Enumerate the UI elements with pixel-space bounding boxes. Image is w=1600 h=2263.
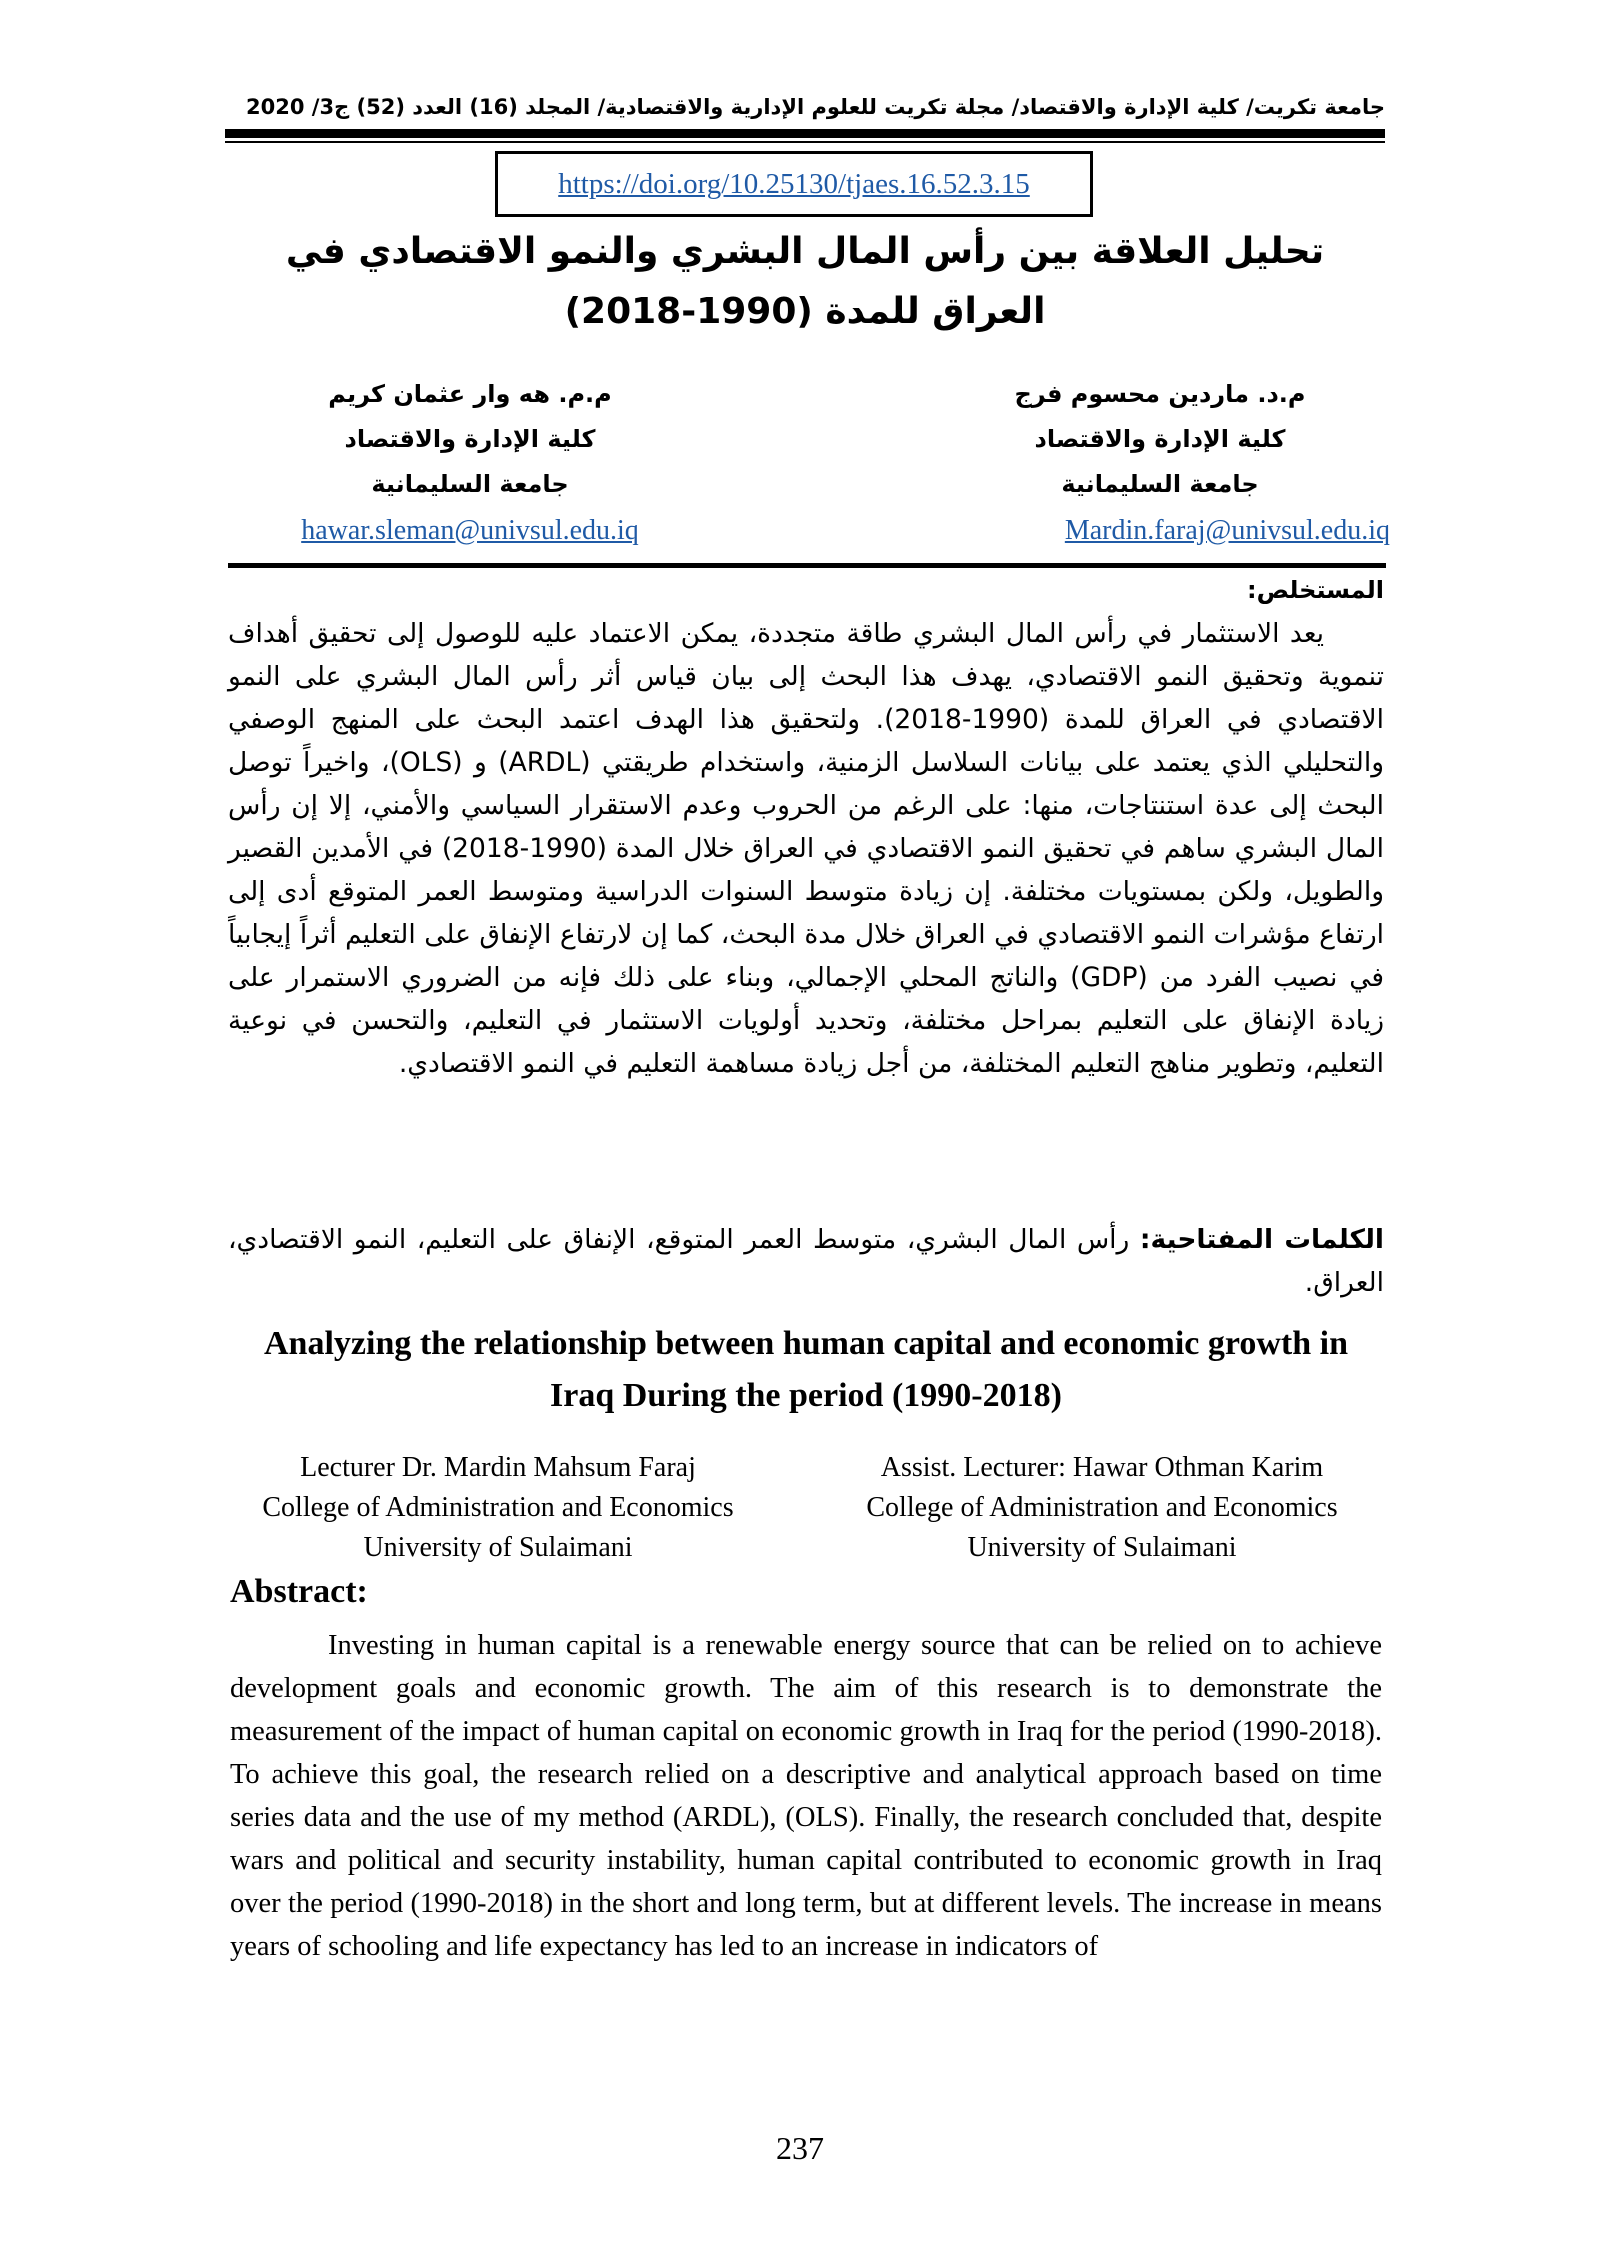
author-university: University of Sulaimani bbox=[967, 1532, 1237, 1563]
author-college: كلية الإدارة والاقتصاد bbox=[1034, 425, 1286, 453]
header-rule-thick bbox=[225, 129, 1385, 138]
keywords-text: رأس المال البشري، متوسط العمر المتوقع، الإنفاق على التعليم، النمو الاقتصادي، العراق. bbox=[228, 1224, 1384, 1298]
arabic-author-1 bbox=[930, 372, 1390, 555]
arabic-keywords bbox=[228, 1218, 1384, 1304]
page-number: 237 bbox=[776, 2130, 824, 2166]
running-head: جامعة تكريت/ كلية الإدارة والاقتصاد/ مجلة تكريت للعلوم الإدارية والاقتصادية/ المجلد (16) العدد (52) ج3/ 2020 bbox=[246, 95, 1385, 119]
header-rule-thin bbox=[225, 141, 1385, 143]
english-abstract-heading: Abstract: bbox=[230, 1573, 368, 1610]
author-university: جامعة السليمانية bbox=[371, 470, 569, 498]
arabic-abstract-heading: المستخلص: bbox=[1247, 576, 1384, 604]
author-university: University of Sulaimani bbox=[363, 1532, 633, 1563]
doi-link[interactable]: https://doi.org/10.25130/tjaes.16.52.3.15 bbox=[558, 167, 1030, 200]
author-email[interactable]: hawar.sleman@univsul.edu.iq bbox=[301, 515, 639, 546]
author-college: College of Administration and Economics bbox=[866, 1492, 1338, 1523]
author-name: Assist. Lecturer: Hawar Othman Karim bbox=[880, 1452, 1324, 1483]
author-name: Lecturer Dr. Mardin Mahsum Faraj bbox=[300, 1452, 696, 1483]
author-college: كلية الإدارة والاقتصاد bbox=[344, 425, 596, 453]
author-college: College of Administration and Economics bbox=[262, 1492, 734, 1523]
doi-box bbox=[495, 151, 1093, 217]
keywords-label: الكلمات المفتاحية: bbox=[1139, 1224, 1384, 1255]
author-name: م.د. ماردين محسوم فرج bbox=[1014, 380, 1306, 408]
arabic-title: تحليل العلاقة بين رأس المال البشري والنمو الاقتصادي في العراق للمدة (1990-2018) bbox=[285, 231, 1325, 332]
english-title: Analyzing the relationship between human capital and economic growth in Iraq During the period (1990-2018) bbox=[264, 1325, 1348, 1414]
english-author-1 bbox=[218, 1448, 778, 1568]
author-university: جامعة السليمانية bbox=[1061, 470, 1259, 498]
author-email[interactable]: Mardin.faraj@univsul.edu.iq bbox=[1064, 515, 1390, 546]
english-author-2 bbox=[822, 1448, 1382, 1568]
arabic-author-2 bbox=[240, 372, 700, 555]
section-divider bbox=[228, 563, 1386, 568]
english-abstract-body: Investing in human capital is a renewable energy source that can be relied on to achieve development goals and economic growth. The aim of this research is to demonstrate the measurement of the impact of human capital on economic growth in Iraq for the period (1990-2018). To achieve this goal, the research relied on a descriptive and analytical approach based on time series data and the use of my method (ARDL), (OLS). Finally, the research concluded that, despite wars and political and security instability, human capital contributed to economic growth in Iraq over the period (1990-2018) in the short and long term, but at different levels. The increase in means years of schooling and life expectancy has led to an increase in indicators of bbox=[230, 1630, 1382, 1962]
author-name: م.م. هه وار عثمان كريم bbox=[328, 380, 612, 408]
arabic-abstract-body: يعد الاستثمار في رأس المال البشري طاقة متجددة، يمكن الاعتماد عليه للوصول إلى تحقيق أهداف تنموية وتحقيق النمو الاقتصادي، يهدف هذا البحث إلى بيان قياس أثر رأس المال البشري على النمو الاقتصادي في العراق للمدة (1990-2018). ولتحقيق هذا الهدف اعتمد البحث على المنهج الوصفي والتحليلي الذي يعتمد على بيانات السلاسل الزمنية، واستخدام طريقتي (ARDL) و (OLS)، واخيراً توصل البحث إلى عدة استنتاجات، منها: على الرغم من الحروب وعدم الاستقرار السياسي والأمني، إلا إن رأس المال البشري ساهم في تحقيق النمو الاقتصادي في العراق خلال المدة (1990-2018) في الأمدين القصير والطويل، ولكن بمستويات مختلفة. إن زيادة متوسط السنوات الدراسية ومتوسط العمر المتوقع أدى إلى ارتفاع مؤشرات النمو الاقتصادي في العراق خلال مدة البحث، كما إن لارتفاع الإنفاق على التعليم أثراً إيجابياً في نصيب الفرد من (GDP) والناتج المحلي الإجمالي، وبناء على ذلك فإنه من الضروري الاستمرار على زيادة الإنفاق على التعليم بمراحل مختلفة، وتحديد أولويات الاستثمار في التعليم، والتحسن في نوعية التعليم، وتطوير مناهج التعليم المختلفة، من أجل زيادة مساهمة التعليم في النمو الاقتصادي. bbox=[228, 618, 1385, 1079]
